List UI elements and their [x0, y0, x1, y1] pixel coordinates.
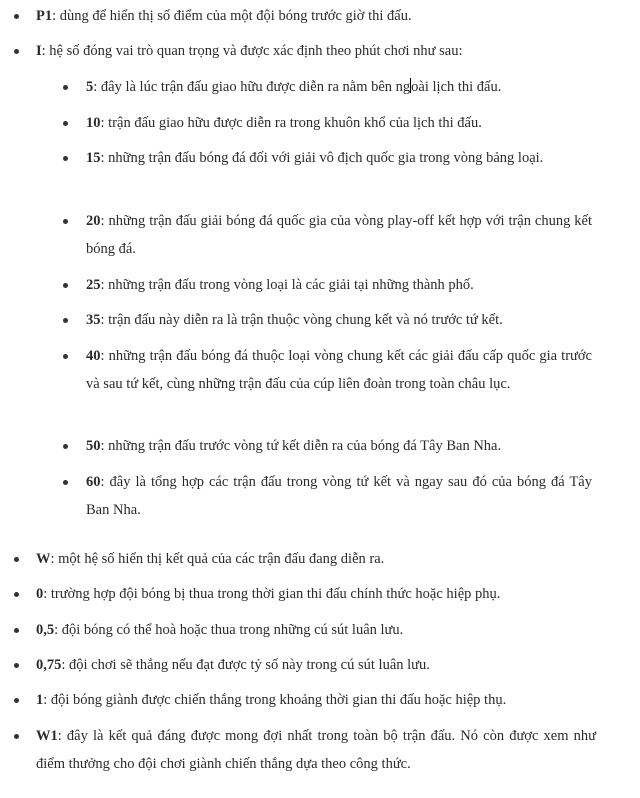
bullet-icon — [63, 121, 68, 126]
item-text: : đây là tổng hợp các trận đấu trong vòng tứ kết và ngay sau đó của bóng đá Tây Ban Nha. — [86, 474, 592, 518]
item-term: I — [36, 43, 42, 59]
bullet-icon — [63, 444, 68, 449]
list-item-w1 — [36, 722, 596, 778]
item-text: : hệ số đóng vai trò quan trọng và được xác định theo phút chơi như sau: — [41, 43, 463, 59]
list-item-5 — [86, 73, 592, 101]
bullet-icon — [14, 698, 19, 703]
bullet-icon — [63, 283, 68, 288]
item-term: 0,5 — [36, 622, 55, 638]
bullet-icon — [14, 557, 19, 562]
item-term: 5 — [86, 79, 94, 95]
bullet-icon — [63, 219, 68, 224]
bullet-icon — [14, 663, 19, 668]
bullet-icon — [14, 592, 19, 597]
bullet-icon — [63, 480, 68, 485]
list-item-10 — [86, 109, 592, 137]
list-item-40 — [86, 342, 592, 398]
item-text: : dùng để hiển thị số điểm của một đội bóng trước giờ thi đấu. — [52, 8, 412, 24]
item-term: W1 — [36, 728, 58, 744]
item-term: 0,75 — [36, 657, 62, 673]
list-item-1 — [36, 686, 596, 714]
list-item-60 — [86, 468, 592, 524]
list-item-35 — [86, 306, 592, 334]
item-term: 25 — [86, 277, 101, 293]
item-term: W — [36, 551, 51, 567]
bullet-icon — [63, 85, 68, 90]
list-item-25 — [86, 271, 592, 299]
item-text: : những trận đấu trước vòng tứ kết diễn ra của bóng đá Tây Ban Nha. — [100, 438, 502, 454]
list-item-15 — [86, 144, 592, 172]
item-term: 60 — [86, 474, 101, 490]
item-text: : đội chơi sẽ thắng nếu đạt được tỷ số này trong cú sút luân lưu. — [61, 657, 430, 673]
list-item-0-5 — [36, 616, 596, 644]
item-term: 50 — [86, 438, 101, 454]
item-text: : những trận đấu trong vòng loại là các giải tại những thành phố. — [100, 277, 474, 293]
list-item-p1 — [36, 2, 596, 30]
item-term: 10 — [86, 115, 101, 131]
item-text: : đây là kết quả đáng được mong đợi nhất trong toàn bộ trận đấu. Nó còn được xem như điểm thưởng cho đội chơi giành chiến thắng dựa theo công thức. — [36, 728, 596, 772]
item-term: 20 — [86, 213, 101, 229]
bullet-icon — [14, 49, 19, 54]
bullet-icon — [14, 14, 19, 19]
item-text: : trận đấu giao hữu được diễn ra trong khuôn khổ của lịch thi đấu. — [100, 115, 482, 131]
item-text: : những trận đấu bóng đá thuộc loại vòng chung kết các giải đấu cấp quốc gia trước và sau tứ kết, cùng những trận đấu của cúp liên đoàn trong toàn châu lục. — [86, 348, 592, 392]
item-text: : đội bóng giành được chiến thắng trong khoảng thời gian thi đấu hoặc hiệp thụ. — [43, 692, 507, 708]
item-text: : đây là lúc trận đấu giao hữu được diễn ra nằm bên ng — [93, 79, 411, 95]
list-item-0-75 — [36, 651, 596, 679]
bullet-icon — [14, 628, 19, 633]
bullet-icon — [63, 354, 68, 359]
list-item-50 — [86, 432, 592, 460]
item-text: : những trận đấu bóng đá đối với giải vô địch quốc gia trong vòng bảng loại. — [100, 150, 544, 166]
item-text: : đội bóng có thể hoà hoặc thua trong những cú sút luân lưu. — [54, 622, 404, 638]
item-term: 0 — [36, 586, 44, 602]
item-term: 1 — [36, 692, 44, 708]
list-item-w — [36, 545, 596, 573]
item-text: : trường hợp đội bóng bị thua trong thời gian thi đấu chính thức hoặc hiệp phụ. — [43, 586, 501, 602]
item-term: P1 — [36, 8, 53, 24]
item-term: 40 — [86, 348, 101, 364]
item-term: 15 — [86, 150, 101, 166]
bullet-icon — [14, 734, 19, 739]
item-text: : một hệ số hiển thị kết quả của các trận đấu đang diễn ra. — [50, 551, 385, 567]
item-text: : những trận đấu giải bóng đá quốc gia của vòng play-off kết hợp với trận chung kết bóng đá. — [86, 213, 592, 257]
item-text: : trận đấu này diễn ra là trận thuộc vòng chung kết và nó trước tứ kết. — [100, 312, 503, 328]
list-item-20 — [86, 207, 592, 263]
item-term: 35 — [86, 312, 101, 328]
item-text: oài lịch thi đấu. — [411, 79, 502, 95]
bullet-icon — [63, 318, 68, 323]
list-item-0 — [36, 580, 596, 608]
list-item-i — [36, 37, 596, 65]
bullet-icon — [63, 156, 68, 161]
